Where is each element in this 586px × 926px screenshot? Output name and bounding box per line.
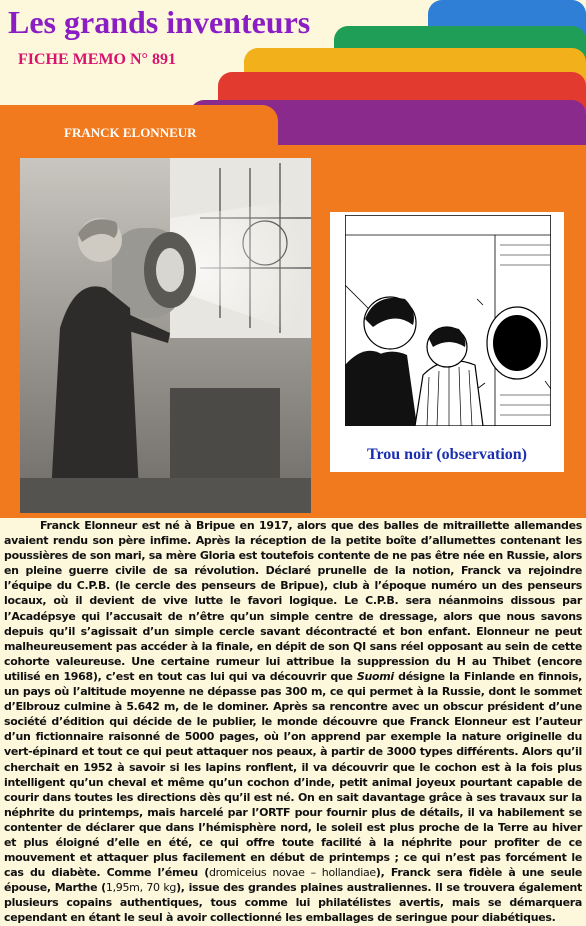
article-species: dromiceius novae – hollandiae <box>208 866 376 880</box>
cartoon-caption: Trou noir (observation) <box>366 446 527 463</box>
article-measure: 1,95m, 70 kg <box>105 881 177 895</box>
cartoon-image <box>345 215 551 426</box>
inventor-name: FRANCK ELONNEUR <box>64 125 197 140</box>
memo-number: FICHE MEMO N° 891 <box>18 51 176 68</box>
inventor-photo <box>20 158 311 513</box>
article-part-4: ), issue des grandes plaines australiennes. Il se trouvera également plusieurs copains authentiques, tous comme lui philatélistes avertis, mais se démarquera cependant en étant le seul à avoir collectionné les emballages de seringue pour diabétiques. <box>4 881 583 925</box>
article-part-1: Franck Elonneur est né à Bripue en 1917, alors que des balles de mitraillette allemandes avaient rendu son père infime. Après la réception de la petite boîte d’allumettes contenant les poussières de son mari, sa mère Gloria est toutefois contente de ne pas être née en Russie, alors en pleine guerre civile de sa révolution. Déclaré prunelle de la notion, Franck va rejoindre l’équipe du C.P.B. (le cercle des penseurs de Bripue), club à l’époque numéro un des penseurs locaux, où il devient de vive lutte le favori logique. Le C.P.B. sera néanmoins dissous par l’Acadépsye qui l’accusait de n’être qu’un simple centre de dressage, alors que nous savons depuis qu’il s’agissait d’un simple cercle savant décontracté et bon enfant. Elonneur ne peut malheureusement pas accéder à la finale, en dépit de son QI sans réel opposant au sein de cette cohorte valeureuse. Une certaine rumeur lui attribue la suppression du H au Thibet (encore utilisé en 1968), c’est en tout cas lui qui va découvrir que <box>4 519 582 683</box>
article-body <box>4 518 582 926</box>
inventor-photo-icon <box>20 158 311 513</box>
article-part-2: désigne la Finlande en finnois, un pays où l’altitude moyenne ne dépasse pas 300 m, ce qui permet à la Russie, dont le sommet d’Elbrouz culmine à 5.642 m, de le dominer. Après sa rencontre avec un obscur président d’une société d’édition qui décide de le publier, le monde découvre que Franck Elonneur est l’auteur d’un fictionnaire raisonné de 5000 pages, où l’on apprend par exemple la nature originelle du vert-épinard et tout ce qui peut attaquer nos peaux, à partir de 3000 types différents. Alors qu’il cherchait en 1952 à savoir si les lapins ronflent, il va découvrir que le cochon est à la fois plus intelligent qu’un cheval et même qu’un cochon d’inde, petit animal joyeux pourtant capable de courir dans toutes les directions dès qu’il est né. On en sait davantage grâce à ses travaux sur la néphrite du printemps, mais harcelé par l’ORTF pour fournir plus de détails, il va habilement se contenter de déclarer que dans l’hémisphère nord, le soleil est plus proche de la Terre au hiver et plus éloigné d’elle en été, ce qui offre toute facilité à la néphrite pour profiter de ce mouvement et attaquer plus facilement en début de printemps ; ce qui n’est pas forcément le cas du diabète. Comme l’émeu ( <box>4 669 582 880</box>
black-hole-cartoon-icon <box>345 215 551 426</box>
article-suomi: Suomi <box>356 669 394 683</box>
page-title: Les grands inventeurs <box>8 4 311 40</box>
article-part-3: ), Franck sera fidèle à une seule épouse, Marthe ( <box>4 866 582 895</box>
